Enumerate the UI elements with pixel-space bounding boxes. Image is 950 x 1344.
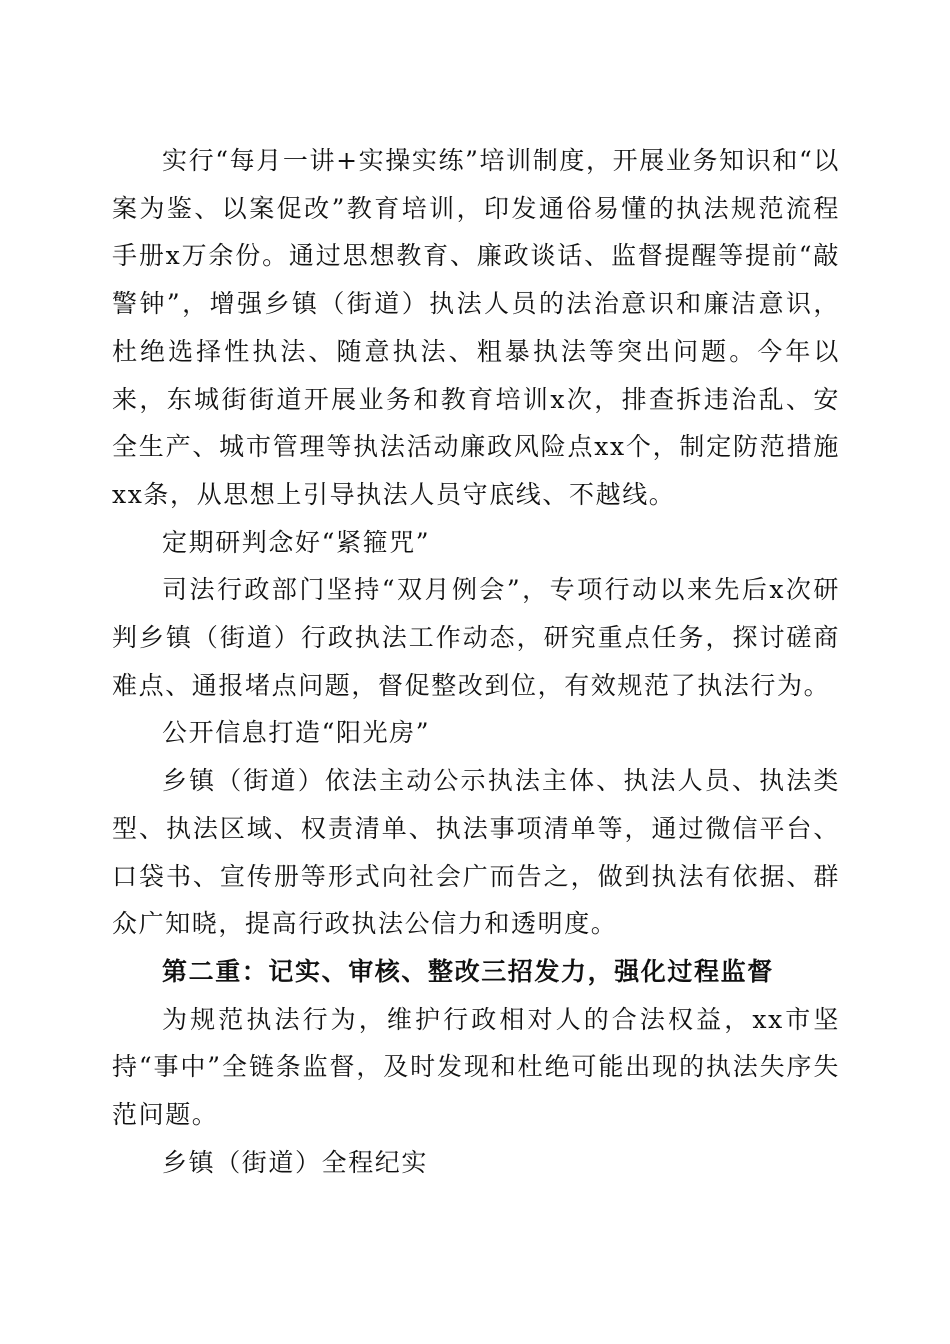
paragraph-review: 司法行政部门坚持“双月例会”，专项行动以来先后x次研判乡镇（街道）行政执法工作动态，研究重点任务，探讨磋商难点、通报堵点问题，督促整改到位，有效规范了执法行为。 bbox=[112, 575, 840, 700]
section-heading-process-supervision: 第二重：记实、审核、整改三招发力，强化过程监督 bbox=[162, 956, 774, 986]
paragraph-process-supervision: 为规范执法行为，维护行政相对人的合法权益，xx市坚持“事中”全链条监督，及时发现和杜绝可能出现的执法失序失范问题。 bbox=[112, 1004, 840, 1130]
paragraph-training: 实行“每月一讲+实操实练”培训制度，开展业务知识和“以案为鉴、以案促改”教育培训，印发通俗易懂的执法规范流程手册x万余份。通过思想教育、廉政谈话、监督提醒等提前“敲警钟”，增强乡镇（街道）执法人员的法治意识和廉洁意识，杜绝选择性执法、随意执法、粗暴执法等突出问题。今年以来，东城街街道开展业务和教育培训x次，排查拆违治乱、安全生产、城市管理等执法活动廉政风险点xx个，制定防范措施xx条，从思想上引导执法人员守底线、不越线。 bbox=[112, 146, 840, 509]
subheading-regular-review: 定期研判念好“紧箍咒” bbox=[162, 527, 431, 557]
subheading-public-info: 公开信息打造“阳光房” bbox=[162, 718, 431, 748]
document-body bbox=[112, 137, 840, 1186]
subheading-full-record: 乡镇（街道）全程纪实 bbox=[162, 1147, 429, 1177]
paragraph-public-info: 乡镇（街道）依法主动公示执法主体、执法人员、执法类型、执法区域、权责清单、执法事项清单等，通过微信平台、口袋书、宣传册等形式向社会广而告之，做到执法有依据、群众广知晓，提高行政执法公信力和透明度。 bbox=[112, 766, 840, 939]
